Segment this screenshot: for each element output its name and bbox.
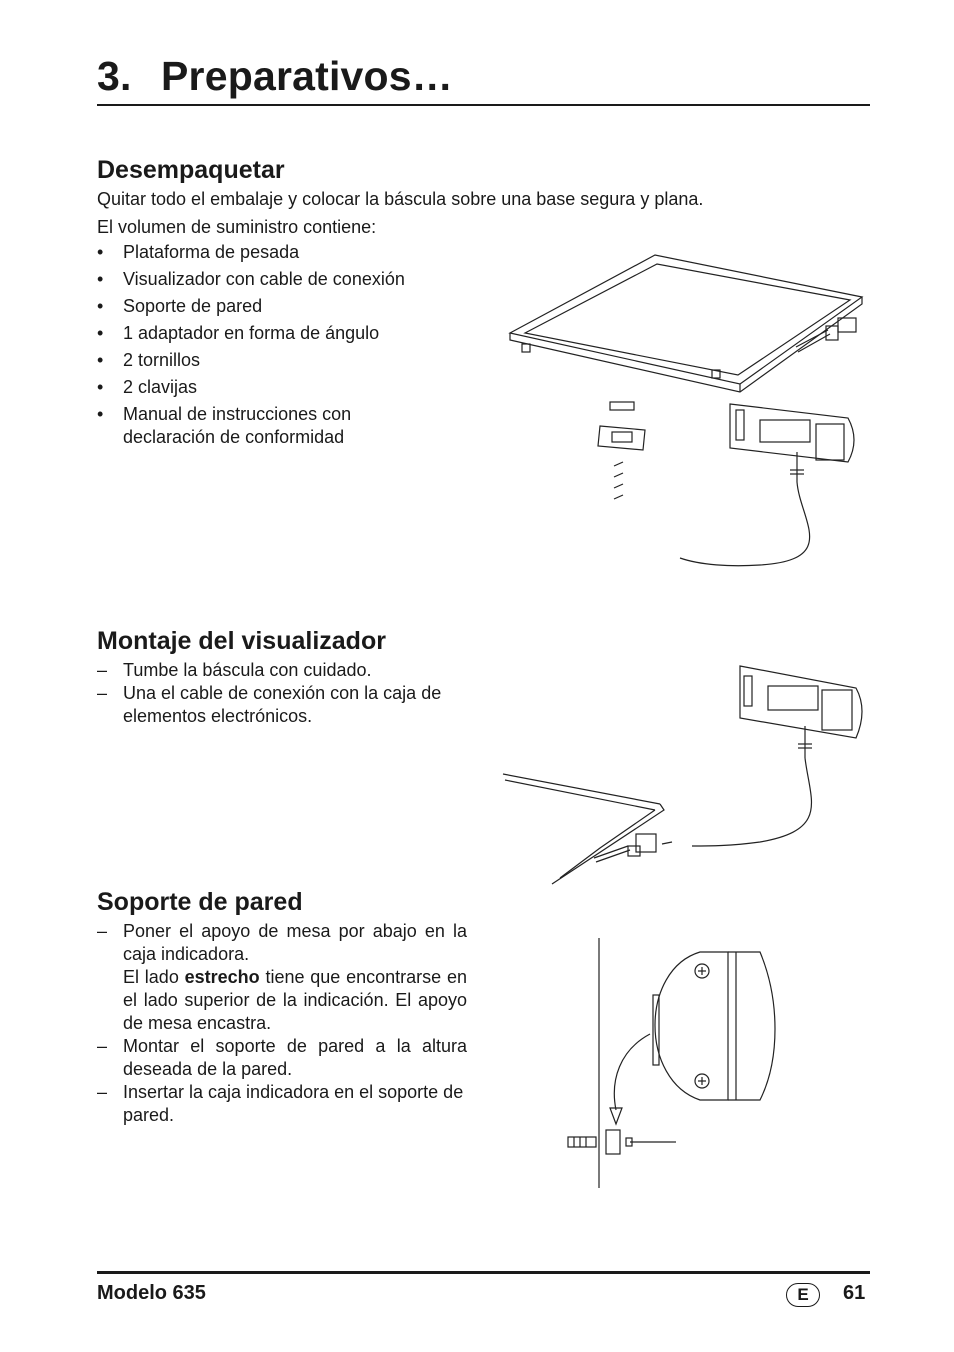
wall-step-1b-bold: estrecho (184, 967, 260, 987)
section-heading-wall: Soporte de pared (97, 888, 303, 916)
wall-step-1a: Poner el apoyo de mesa por abajo en la caja indicadora. (123, 921, 467, 964)
list-item: • Visualizador con cable de conexión (97, 268, 417, 291)
list-item: – Tumbe la báscula con cuidado. (97, 659, 469, 682)
list-item: • Manual de instrucciones con declaración de conformidad (97, 403, 417, 449)
list-item: – Una el cable de conexión con la caja de elementos electrónicos. (97, 682, 469, 728)
chapter-title: Preparativos… (161, 53, 454, 99)
footer-model: Modelo 635 (97, 1282, 206, 1304)
list-item: • Soporte de pared (97, 295, 417, 318)
chapter-number: 3. (97, 53, 132, 99)
list-item: • 2 clavijas (97, 376, 417, 399)
bracket-clip (606, 1130, 620, 1154)
wall-step-1b-post: tiene que encontrarse en el lado superior de la indicación. El apoyo de mesa encastra. (123, 967, 467, 1033)
list-item: • 2 tornillos (97, 349, 417, 372)
contents-label: El volumen de suministro contiene: (97, 217, 377, 237)
list-item: – Insertar la caja indicadora en el soporte de pared. (97, 1081, 467, 1127)
footer-rule (97, 1271, 870, 1274)
list-item: • 1 adaptador en forma de ángulo (97, 322, 417, 345)
arrow-icon (614, 1034, 650, 1110)
dowel (568, 1137, 596, 1147)
language-badge: E (786, 1283, 820, 1307)
page-number: 61 (843, 1282, 866, 1304)
section-heading-mount: Montaje del visualizador (97, 627, 386, 655)
list-item: • Plataforma de pesada (97, 241, 417, 264)
unpack-intro: Quitar todo el embalaje y colocar la báscula sobre una base segura y plana. (97, 189, 704, 209)
wall-step-1b-pre: El lado (123, 967, 185, 987)
section-heading-unpack: Desempaquetar (97, 156, 285, 184)
display-side (655, 952, 728, 1100)
list-item: – Montar el soporte de pared a la altura deseada de la pared. (97, 1035, 467, 1081)
